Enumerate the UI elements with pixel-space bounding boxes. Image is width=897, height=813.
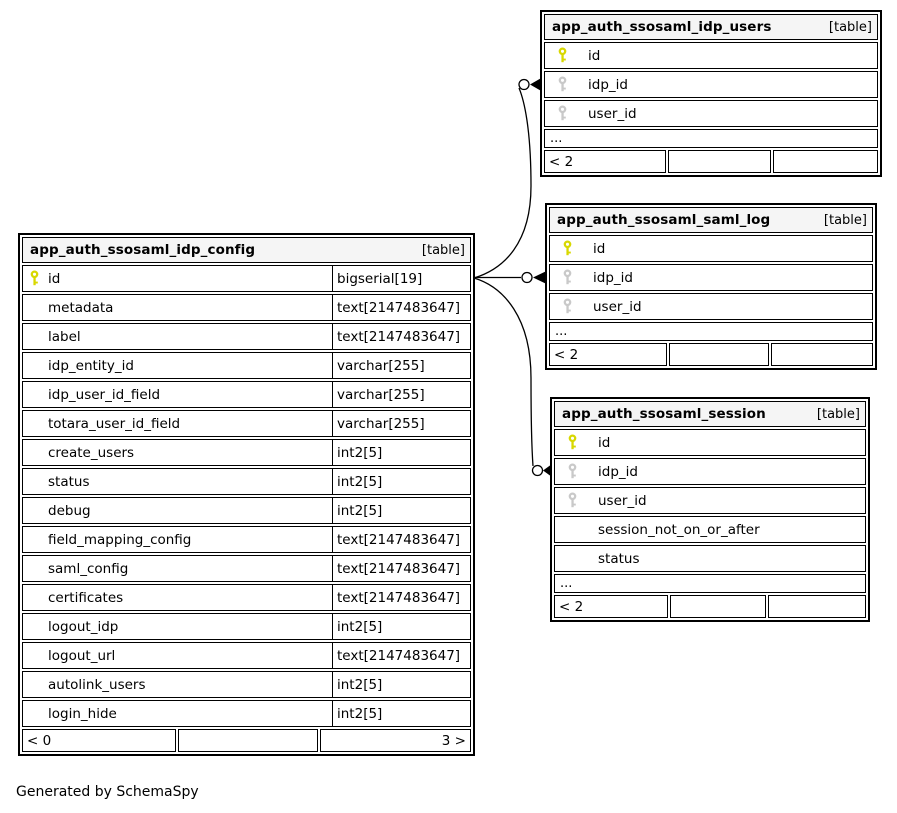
column-row-idp_entity_id[interactable]	[22, 352, 471, 379]
table-title: app_auth_ssosaml_idp_users	[552, 19, 772, 35]
column-name: autolink_users	[48, 676, 146, 693]
table-type-tag: [table]	[816, 406, 860, 422]
column-type: int2[5]	[332, 498, 470, 523]
column-name: field_mapping_config	[48, 531, 192, 548]
footer-spacer	[669, 343, 769, 366]
edge-idp-config-to-session	[474, 278, 533, 466]
generated-by-note: Generated by SchemaSpy	[16, 784, 199, 800]
column-row-idp_id[interactable]	[549, 264, 873, 291]
zero-or-many-circle-saml-log	[522, 273, 532, 283]
column-name: idp_id	[598, 463, 638, 480]
column-name: label	[48, 328, 81, 345]
column-name: login_hide	[48, 705, 117, 722]
column-type: varchar[255]	[332, 382, 470, 407]
table-footer	[22, 729, 471, 752]
primary-key-icon	[567, 434, 598, 451]
column-row-metadata[interactable]	[22, 294, 471, 321]
ellipsis-row: ...	[554, 574, 866, 593]
column-name: idp_entity_id	[48, 357, 134, 374]
foreign-key-icon	[567, 492, 598, 509]
column-type: int2[5]	[332, 469, 470, 494]
column-row-autolink_users[interactable]	[22, 671, 471, 698]
table-app_auth_ssosaml_idp_users[interactable]	[540, 10, 882, 177]
table-header[interactable]	[544, 14, 878, 40]
table-title: app_auth_ssosaml_saml_log	[557, 212, 771, 228]
column-name: certificates	[48, 589, 124, 606]
column-row-saml_config[interactable]	[22, 555, 471, 582]
column-name: saml_config	[48, 560, 129, 577]
column-row-login_hide[interactable]	[22, 700, 471, 727]
table-title: app_auth_ssosaml_session	[562, 406, 766, 422]
column-name: create_users	[48, 444, 135, 461]
column-type: int2[5]	[332, 614, 470, 639]
column-name: totara_user_id_field	[48, 415, 181, 432]
column-type: text[2147483647]	[332, 527, 470, 552]
column-name: id	[48, 270, 61, 287]
zero-or-many-circle-session	[533, 466, 543, 476]
footer-children-count: < 2	[549, 343, 667, 366]
table-app_auth_ssosaml_saml_log[interactable]	[545, 203, 877, 370]
footer-spacer	[670, 595, 766, 618]
table-title: app_auth_ssosaml_idp_config	[30, 242, 256, 258]
table-footer	[544, 150, 878, 173]
foreign-key-icon	[557, 105, 588, 122]
column-type: varchar[255]	[332, 411, 470, 436]
footer-children-count: < 0	[22, 729, 176, 752]
table-app_auth_ssosaml_idp_config[interactable]	[18, 233, 475, 756]
foreign-key-icon	[562, 269, 593, 286]
column-row-logout_url[interactable]	[22, 642, 471, 669]
column-row-idp_id[interactable]	[554, 458, 866, 485]
column-row-session_not_on_or_after[interactable]	[554, 516, 866, 543]
ellipsis-row: ...	[549, 322, 873, 341]
column-name: user_id	[598, 492, 647, 509]
column-name: id	[598, 434, 611, 451]
column-row-status[interactable]	[554, 545, 866, 572]
column-name: logout_idp	[48, 618, 119, 635]
column-row-status[interactable]	[22, 468, 471, 495]
edge-idp-config-to-idp-users	[474, 88, 531, 278]
foreign-key-icon	[562, 298, 593, 315]
column-type: bigserial[19]	[332, 266, 470, 291]
column-name: idp_user_id_field	[48, 386, 161, 403]
column-type: text[2147483647]	[332, 643, 470, 668]
column-name: logout_url	[48, 647, 116, 664]
column-row-id[interactable]	[549, 235, 873, 262]
column-type: text[2147483647]	[332, 585, 470, 610]
footer-spacer	[178, 729, 319, 752]
arrowhead-idp-users	[530, 79, 540, 90]
column-name: id	[588, 47, 601, 64]
table-type-tag: [table]	[421, 242, 465, 258]
footer-parents-count	[771, 343, 873, 366]
column-row-debug[interactable]	[22, 497, 471, 524]
table-app_auth_ssosaml_session[interactable]	[550, 397, 870, 622]
footer-parents-count: 3 >	[320, 729, 471, 752]
column-row-create_users[interactable]	[22, 439, 471, 466]
arrowhead-saml-log	[533, 272, 545, 283]
column-row-field_mapping_config[interactable]	[22, 526, 471, 553]
primary-key-icon	[29, 270, 48, 287]
footer-children-count: < 2	[554, 595, 668, 618]
table-type-tag: [table]	[828, 19, 872, 35]
column-row-user_id[interactable]	[544, 100, 878, 127]
column-name: status	[598, 550, 640, 567]
column-row-id[interactable]	[544, 42, 878, 69]
column-row-idp_id[interactable]	[544, 71, 878, 98]
table-header[interactable]	[549, 207, 873, 233]
column-row-certificates[interactable]	[22, 584, 471, 611]
column-name: idp_id	[588, 76, 628, 93]
table-footer	[549, 343, 873, 366]
column-name: metadata	[48, 299, 114, 316]
column-type: text[2147483647]	[332, 324, 470, 349]
column-name: idp_id	[593, 269, 633, 286]
column-name: id	[593, 240, 606, 257]
table-header[interactable]	[554, 401, 866, 427]
column-name: debug	[48, 502, 91, 519]
column-type: int2[5]	[332, 672, 470, 697]
primary-key-icon	[562, 240, 593, 257]
column-type: text[2147483647]	[332, 295, 470, 320]
column-row-idp_user_id_field[interactable]	[22, 381, 471, 408]
column-row-id[interactable]	[554, 429, 866, 456]
table-type-tag: [table]	[823, 212, 867, 228]
column-name: user_id	[588, 105, 637, 122]
column-type: int2[5]	[332, 701, 470, 726]
column-type: int2[5]	[332, 440, 470, 465]
column-row-logout_idp[interactable]	[22, 613, 471, 640]
column-type: text[2147483647]	[332, 556, 470, 581]
table-footer	[554, 595, 866, 618]
column-name: session_not_on_or_after	[598, 521, 760, 538]
primary-key-icon	[557, 47, 588, 64]
column-name: status	[48, 473, 90, 490]
column-name: user_id	[593, 298, 642, 315]
column-row-user_id[interactable]	[554, 487, 866, 514]
footer-parents-count	[768, 595, 866, 618]
column-row-user_id[interactable]	[549, 293, 873, 320]
ellipsis-row: ...	[544, 129, 878, 148]
foreign-key-icon	[567, 463, 598, 480]
column-row-id[interactable]	[22, 265, 471, 292]
foreign-key-icon	[557, 76, 588, 93]
footer-spacer	[668, 150, 771, 173]
table-header[interactable]	[22, 237, 471, 263]
column-type: varchar[255]	[332, 353, 470, 378]
footer-parents-count	[773, 150, 878, 173]
column-row-label[interactable]	[22, 323, 471, 350]
column-row-totara_user_id_field[interactable]	[22, 410, 471, 437]
footer-children-count: < 2	[544, 150, 666, 173]
zero-or-many-circle-idp-users	[519, 80, 529, 90]
